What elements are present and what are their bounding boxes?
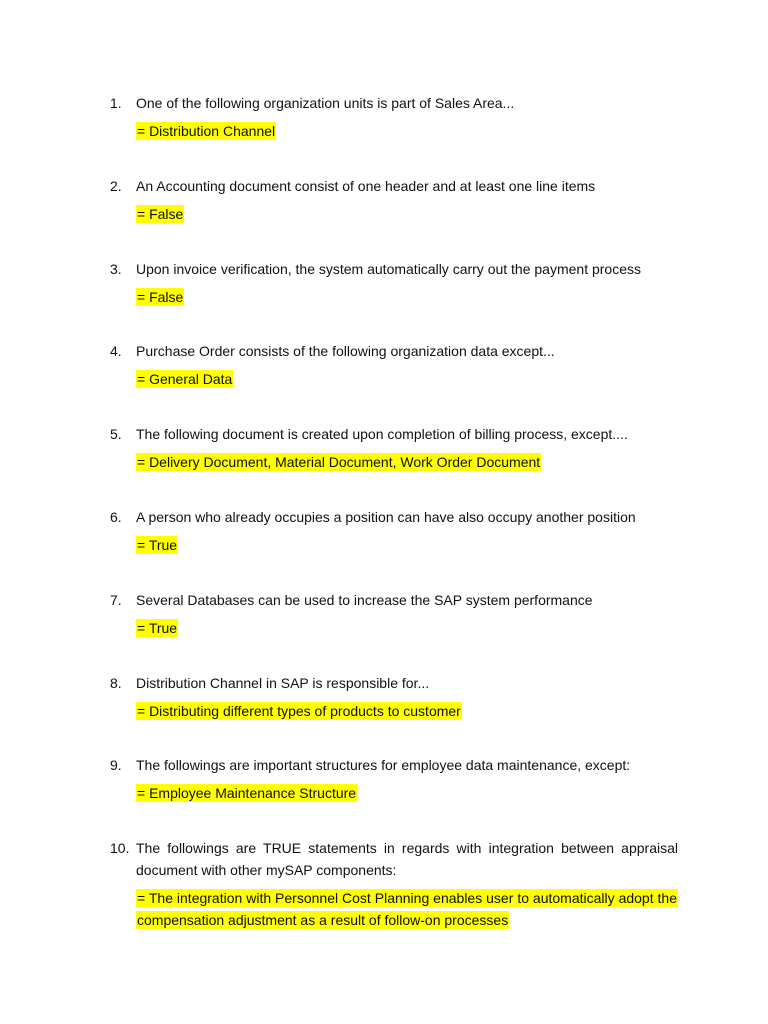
answer-highlight: = General Data [137, 371, 233, 388]
answer-highlight: = Employee Maintenance Structure [137, 785, 357, 802]
answer-line [136, 120, 678, 142]
question-item-8 [110, 672, 678, 755]
question-item-6 [110, 506, 678, 589]
question-number: 10. [110, 840, 130, 857]
answer-highlight: = True [137, 619, 178, 636]
answer-highlight: = False [137, 205, 184, 222]
question-list [110, 92, 678, 931]
answer-highlight: = False [137, 288, 184, 305]
answer-line [136, 617, 678, 639]
question-text: Purchase Order consists of the following organization data except... [136, 343, 555, 360]
answer-line [136, 782, 678, 804]
question-number: 5. [110, 426, 122, 443]
question-item-7 [110, 589, 678, 672]
question-item-3 [110, 258, 678, 341]
question-text-line-2: document with other mySAP components: [136, 862, 397, 879]
question-number: 8. [110, 674, 122, 691]
question-number: 3. [110, 260, 122, 277]
answer-highlight: = Delivery Document, Material Document, Work Order Document [137, 454, 541, 471]
question-text: Upon invoice verification, the system automatically carry out the payment process [136, 260, 642, 277]
question-text: Several Databases can be used to increase the SAP system performance [136, 591, 593, 608]
question-item-1 [110, 92, 678, 175]
answer-line [136, 887, 678, 931]
answer-highlight: = Distribution Channel [137, 123, 276, 139]
question-number: 7. [110, 591, 122, 608]
answer-highlight: = The integration with Personnel Cost Planning enables user to automatically adopt the compensation adjustment as a result of follow-on processes [137, 890, 677, 929]
answer-line [136, 451, 678, 473]
answer-highlight: = True [137, 536, 178, 553]
answer-line [136, 286, 678, 308]
answer-line [136, 368, 678, 390]
answer-line [136, 700, 678, 722]
question-number: 1. [110, 95, 122, 111]
question-text: Distribution Channel in SAP is responsible for... [136, 674, 430, 691]
question-item-2 [110, 175, 678, 258]
question-number: 9. [110, 757, 122, 774]
question-text: An Accounting document consist of one header and at least one line items [136, 177, 596, 194]
question-item-5 [110, 423, 678, 506]
answer-line [136, 203, 678, 225]
question-text: The following document is created upon completion of billing process, except.... [136, 426, 628, 443]
question-text-line-1: The followings are TRUE statements in regards with integration between appraisal [136, 840, 678, 857]
question-number: 4. [110, 343, 122, 360]
question-number: 6. [110, 508, 122, 525]
question-number: 2. [110, 177, 122, 194]
question-text: The followings are important structures for employee data maintenance, except: [136, 757, 631, 774]
answer-highlight: = Distributing different types of products to customer [137, 702, 461, 719]
answer-line [136, 534, 678, 556]
question-text: One of the following organization units is part of Sales Area... [136, 95, 515, 111]
question-text: A person who already occupies a position can have also occupy another position [136, 508, 636, 525]
question-item-9 [110, 754, 678, 837]
question-item-10 [110, 837, 678, 931]
question-item-4 [110, 340, 678, 423]
